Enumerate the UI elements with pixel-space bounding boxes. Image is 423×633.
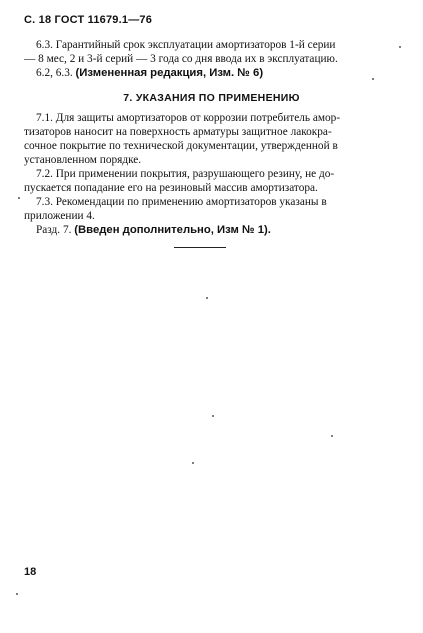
section-7-heading: 7. УКАЗАНИЯ ПО ПРИМЕНЕНИЮ bbox=[123, 92, 300, 104]
section-7-intro-prefix: Разд. 7. bbox=[36, 224, 75, 236]
section-7-introduction-note bbox=[36, 223, 399, 237]
scan-speck bbox=[372, 78, 374, 80]
clause-7-1-line-3: сочное покрытие по технической документации, утвержденной в bbox=[24, 140, 338, 152]
scan-speck bbox=[212, 415, 214, 417]
scan-speck bbox=[192, 462, 194, 464]
scan-speck bbox=[16, 593, 18, 595]
scan-speck bbox=[206, 297, 208, 299]
scan-speck bbox=[399, 46, 401, 48]
clause-7-3-line-2: приложении 4. bbox=[24, 210, 95, 222]
scan-speck bbox=[331, 435, 333, 437]
page-number: 18 bbox=[24, 566, 37, 578]
scan-speck bbox=[18, 197, 20, 199]
edition-note-6-text: (Измененная редакция, Изм. № 6) bbox=[75, 67, 264, 79]
edition-note-6-prefix: 6.2, 6.3. bbox=[36, 67, 76, 79]
clause-7-1-line-4: установленном порядке. bbox=[24, 154, 142, 166]
clause-6-3-line-1: 6.3. Гарантийный срок эксплуатации амортизаторов 1-й серии bbox=[36, 39, 336, 51]
clause-7-1-line-2: тизаторов наносит на поверхность арматуры защитное лакокра- bbox=[24, 126, 332, 138]
edition-note-6 bbox=[36, 66, 399, 80]
clause-7-3-line-1: 7.3. Рекомендации по применению амортизаторов указаны в bbox=[36, 196, 327, 208]
clause-7-2-line-1: 7.2. При применении покрытия, разрушающего резину, не до- bbox=[36, 168, 335, 180]
section-7-intro-text: (Введен дополнительно, Изм № 1). bbox=[74, 224, 271, 236]
page-header: С. 18 ГОСТ 11679.1—76 bbox=[24, 14, 153, 26]
end-rule bbox=[174, 247, 226, 248]
clause-7-1-line-1: 7.1. Для защиты амортизаторов от коррозии потребитель амор- bbox=[36, 112, 341, 124]
clause-7-2-line-2: пускается попадание его на резиновый массив амортизатора. bbox=[24, 182, 318, 194]
clause-6-3-line-2: — 8 мес, 2 и 3-й серий — 3 года со дня ввода их в эксплуатацию. bbox=[24, 53, 338, 65]
